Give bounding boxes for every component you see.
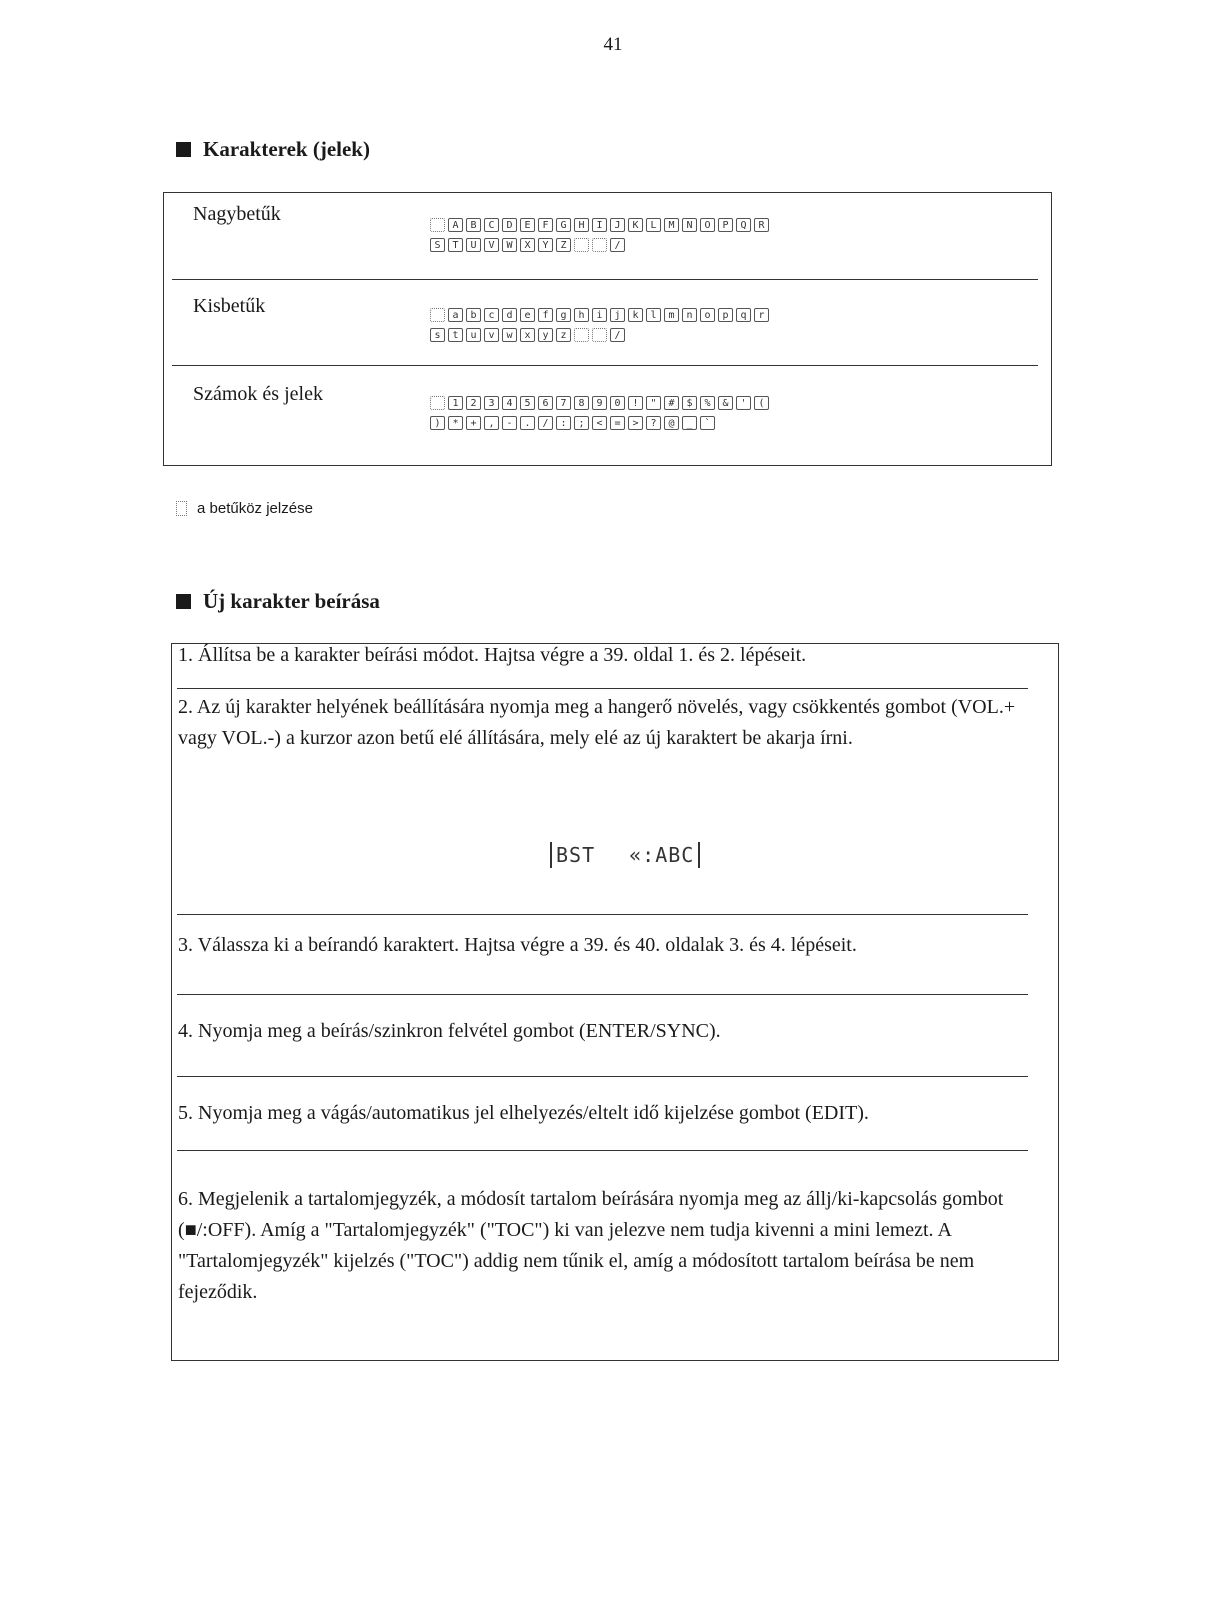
character-glyph: `: [700, 416, 715, 430]
character-glyph: M: [664, 218, 679, 232]
step-text: 1. Állítsa be a karakter beírási módot. Hajtsa végre a 39. oldal 1. és 2. lépéseit.: [178, 644, 807, 666]
character-glyph: d: [502, 308, 517, 322]
numbers-symbols-row: [172, 367, 1038, 453]
character-glyph: !: [628, 396, 643, 410]
character-glyph: G: [556, 218, 571, 232]
divider: [177, 1076, 1028, 1077]
character-glyph: [574, 328, 589, 342]
character-glyph: Q: [736, 218, 751, 232]
glyph-line: [430, 325, 1030, 345]
character-glyph: 1: [448, 396, 463, 410]
character-glyph: C: [484, 218, 499, 232]
character-glyph: ;: [574, 416, 589, 430]
character-glyph: z: [556, 328, 571, 342]
section-title: Karakterek (jelek): [203, 137, 370, 161]
step-3: [178, 930, 1026, 961]
page-number: 41: [603, 34, 623, 55]
character-glyph: s: [430, 328, 445, 342]
character-glyph: f: [538, 308, 553, 322]
character-glyph: +: [466, 416, 481, 430]
character-glyph: #: [664, 396, 679, 410]
character-glyph: /: [610, 238, 625, 252]
character-glyph: 7: [556, 396, 571, 410]
character-glyph: X: [520, 238, 535, 252]
character-glyph: -: [502, 416, 517, 430]
character-glyph: E: [520, 218, 535, 232]
glyph-line: [430, 413, 1030, 433]
character-glyph: r: [754, 308, 769, 322]
character-glyph: K: [628, 218, 643, 232]
character-glyph: W: [502, 238, 517, 252]
character-glyph: h: [574, 308, 589, 322]
glyph-line: [430, 305, 1030, 325]
step-2: [178, 692, 1026, 754]
row-label: Nagybetűk: [193, 203, 281, 225]
character-glyph: 2: [466, 396, 481, 410]
character-glyph: Y: [538, 238, 553, 252]
character-glyph: g: [556, 308, 571, 322]
lcd-display: [546, 842, 704, 868]
character-glyph: .: [520, 416, 535, 430]
row-label: Számok és jelek: [193, 383, 323, 405]
character-glyph: [592, 328, 607, 342]
character-glyph: /: [610, 328, 625, 342]
character-glyph: a: [448, 308, 463, 322]
step-5: [178, 1098, 1026, 1129]
divider: [177, 994, 1028, 995]
character-glyph: R: [754, 218, 769, 232]
lcd-right-text: «:ABC: [629, 843, 695, 867]
square-bullet-icon: [176, 142, 191, 157]
character-glyph: H: [574, 218, 589, 232]
uppercase-row: [172, 193, 1038, 280]
character-glyph: *: [448, 416, 463, 430]
section-title: Új karakter beírása: [203, 589, 380, 613]
note-text: a betűköz jelzése: [197, 500, 313, 517]
character-glyph: 5: [520, 396, 535, 410]
character-glyph: [430, 218, 445, 232]
lcd-bar-icon: [550, 842, 552, 868]
step-text: 6. Megjelenik a tartalomjegyzék, a módosít tartalom beírására nyomja meg az állj/ki-kapcsolás gombot (■/:OFF). Amíg a "Tartalomjegyzék" ("TOC") ki van jelezve nem tudja kivenni a mini lemezt. A "Tartalomjegyzék" kijelzés ("TOC") addig nem tűnik el, amíg a módosított tartalom beírása be nem fejeződik.: [178, 1188, 1004, 1303]
step-text: 3. Válassza ki a beírandó karaktert. Hajtsa végre a 39. és 40. oldalak 3. és 4. lépéseit.: [178, 934, 857, 956]
character-glyph: V: [484, 238, 499, 252]
space-marker-icon: [176, 501, 187, 516]
character-glyph: ?: [646, 416, 661, 430]
character-glyph: &: [718, 396, 733, 410]
character-glyph: ): [430, 416, 445, 430]
character-glyph: =: [610, 416, 625, 430]
character-glyph: [592, 238, 607, 252]
character-glyph: U: [466, 238, 481, 252]
character-glyph: k: [628, 308, 643, 322]
step-6: [178, 1184, 1026, 1308]
space-note: [176, 500, 313, 517]
glyph-line: [430, 215, 1030, 235]
character-glyph: q: [736, 308, 751, 322]
character-glyph: ': [736, 396, 751, 410]
glyph-line: [430, 393, 1030, 413]
character-glyph: N: [682, 218, 697, 232]
section-heading-new-character: [176, 589, 380, 614]
step-1: [178, 640, 1026, 671]
character-glyph: b: [466, 308, 481, 322]
character-glyph: c: [484, 308, 499, 322]
lcd-bar-icon: [698, 842, 700, 868]
character-glyph: L: [646, 218, 661, 232]
character-glyph: J: [610, 218, 625, 232]
character-glyph: (: [754, 396, 769, 410]
character-glyph: /: [538, 416, 553, 430]
character-glyph: x: [520, 328, 535, 342]
character-glyph: e: [520, 308, 535, 322]
character-glyph: 8: [574, 396, 589, 410]
divider: [177, 688, 1028, 689]
lowercase-row: [172, 279, 1038, 366]
character-glyph: w: [502, 328, 517, 342]
character-glyph: D: [502, 218, 517, 232]
divider: [177, 914, 1028, 915]
character-glyph: >: [628, 416, 643, 430]
character-glyph: O: [700, 218, 715, 232]
character-glyph: j: [610, 308, 625, 322]
character-glyph: ,: [484, 416, 499, 430]
character-glyph: %: [700, 396, 715, 410]
glyph-lines: [430, 305, 1030, 345]
character-glyph: i: [592, 308, 607, 322]
character-glyph: Z: [556, 238, 571, 252]
character-glyph: m: [664, 308, 679, 322]
step-text: 2. Az új karakter helyének beállítására nyomja meg a hangerő növelés, vagy csökkentés gombot (VOL.+ vagy VOL.-) a kurzor azon betű elé állítására, mely elé az új karaktert be akarja írni.: [178, 696, 1016, 749]
character-glyph: <: [592, 416, 607, 430]
character-glyph: A: [448, 218, 463, 232]
character-glyph: 4: [502, 396, 517, 410]
character-glyph: F: [538, 218, 553, 232]
glyph-lines: [430, 393, 1030, 433]
character-glyph: p: [718, 308, 733, 322]
character-glyph: o: [700, 308, 715, 322]
character-glyph: S: [430, 238, 445, 252]
character-glyph: @: [664, 416, 679, 430]
character-glyph: t: [448, 328, 463, 342]
divider: [177, 1150, 1028, 1151]
character-glyph: B: [466, 218, 481, 232]
character-glyph: [574, 238, 589, 252]
character-glyph: 6: [538, 396, 553, 410]
character-glyph: _: [682, 416, 697, 430]
character-glyph: [430, 308, 445, 322]
lcd-left-text: BST: [556, 843, 596, 867]
steps-box: [171, 643, 1059, 1361]
character-glyph: l: [646, 308, 661, 322]
character-glyph: 3: [484, 396, 499, 410]
character-glyph: P: [718, 218, 733, 232]
character-glyph: :: [556, 416, 571, 430]
step-4: [178, 1016, 1026, 1047]
glyph-line: [430, 235, 1030, 255]
character-glyph: [430, 396, 445, 410]
step-text: 5. Nyomja meg a vágás/automatikus jel elhelyezés/eltelt idő kijelzése gombot (EDIT).: [178, 1102, 869, 1124]
section-heading-characters: [176, 137, 370, 162]
character-glyph: ": [646, 396, 661, 410]
character-glyph: v: [484, 328, 499, 342]
character-glyph: 0: [610, 396, 625, 410]
step-text: 4. Nyomja meg a beírás/szinkron felvétel gombot (ENTER/SYNC).: [178, 1020, 721, 1042]
character-glyph: $: [682, 396, 697, 410]
character-table: [163, 192, 1052, 466]
character-glyph: T: [448, 238, 463, 252]
character-glyph: n: [682, 308, 697, 322]
character-glyph: u: [466, 328, 481, 342]
character-glyph: I: [592, 218, 607, 232]
square-bullet-icon: [176, 594, 191, 609]
character-glyph: y: [538, 328, 553, 342]
row-label: Kisbetűk: [193, 295, 266, 317]
character-glyph: 9: [592, 396, 607, 410]
glyph-lines: [430, 215, 1030, 255]
